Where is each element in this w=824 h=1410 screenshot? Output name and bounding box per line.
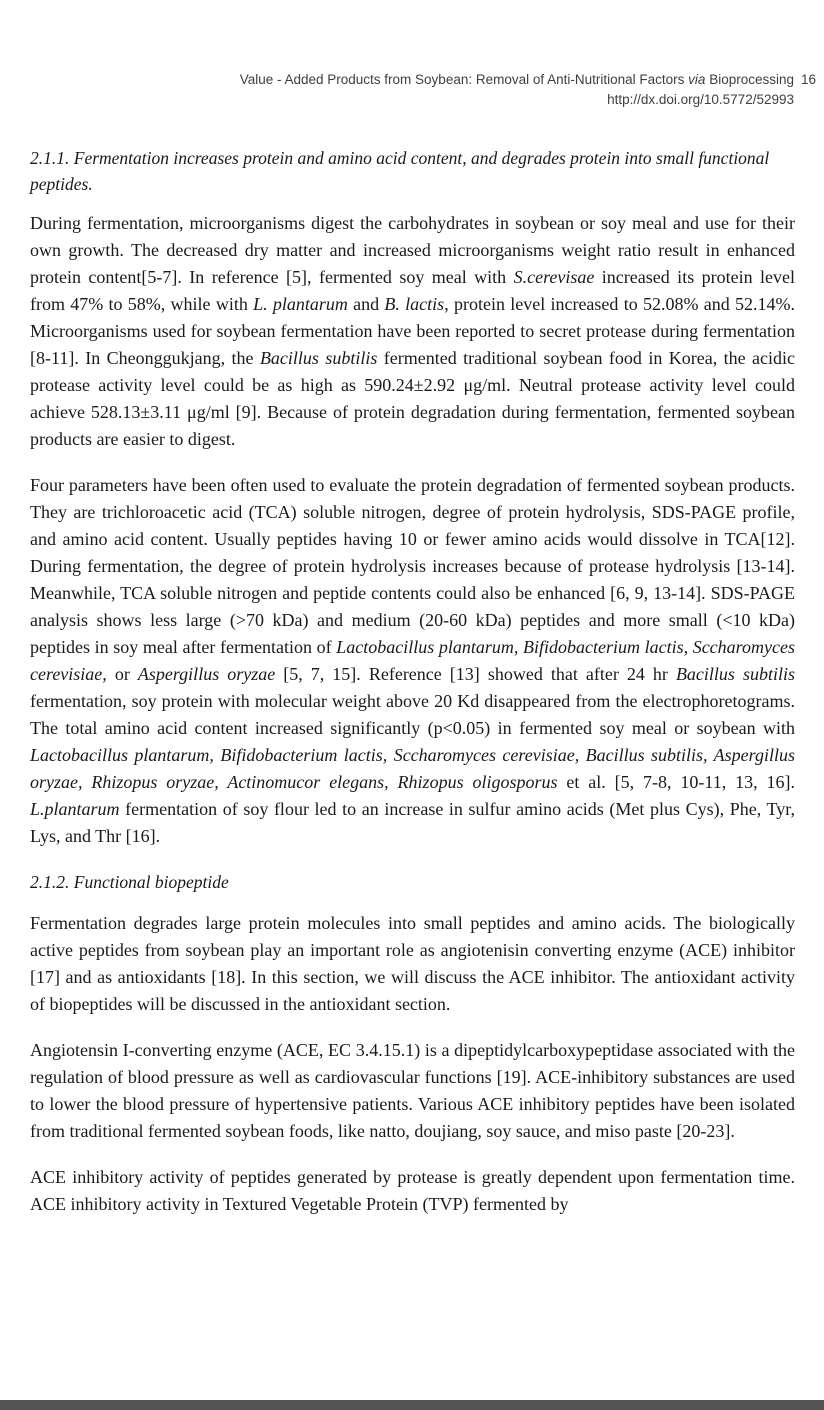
paragraph-ace-enzyme: Angiotensin I-converting enzyme (ACE, EC 3.4.15.1) is a dipeptidylcarboxypeptidase associated with the regulation of blood pressure as well as cardiovascular functions [19]. ACE-inhibitory substances are used to lower the blood pressure of hypertensive patients. Various ACE inhibitory peptides have been isolated from traditional fermented soybean foods, like natto, doujiang, soy sauce, and miso paste [20-23]. bbox=[30, 1040, 795, 1141]
doi-text: http://dx.doi.org/10.5772/52993 bbox=[607, 92, 794, 107]
paragraph-ace-inhibitory-activity: ACE inhibitory activity of peptides generated by protease is greatly dependent upon fermentation time. ACE inhibitory activity in Textured Vegetable Protein (TVP) fermented by bbox=[30, 1167, 795, 1214]
subsection-heading-2-1-1: 2.1.1. Fermentation increases protein and amino acid content, and degrades protein into small functional peptides. bbox=[30, 148, 770, 194]
bottom-bar bbox=[0, 1400, 824, 1410]
page-number: 16 bbox=[801, 72, 817, 87]
running-header bbox=[0, 70, 794, 110]
running-title: Value - Added Products from Soybean: Removal of Anti-Nutritional Factors via Bioprocessing bbox=[239, 72, 794, 87]
paragraph-functional-biopeptide-intro: Fermentation degrades large protein molecules into small peptides and amino acids. The biologically active peptides from soybean play an important role as angiotenisin converting enzyme (ACE) inhibitor [17] and as antioxidants [18]. In this section, we will discuss the ACE inhibitor. The antioxidant activity of biopeptides will be discussed in the antioxidant section. bbox=[30, 913, 795, 1014]
subsection-heading-2-1-2: 2.1.2. Functional biopeptide bbox=[30, 872, 229, 892]
body-text-column bbox=[30, 145, 795, 1237]
paragraph-fermentation-protein: During fermentation, microorganisms digest the carbohydrates in soybean or soy meal and use for their own growth. The decreased dry matter and increased microorganisms weight ratio result in enhanced protein content[5-7]. In reference [5], fermented soy meal with S.cerevisae increased its protein level from 47% to 58%, while with L. plantarum and B. lactis, protein level increased to 52.08% and 52.14%. Microorganisms used for soybean fermentation have been reported to secret protease during fermentation [8-11]. In Cheonggukjang, the Bacillus subtilis fermented traditional soybean food in Korea, the acidic protease activity level could be as high as 590.24±2.92 μg/ml. Neutral protease activity level could achieve 528.13±3.11 μg/ml [9]. Because of protein degradation during fermentation, fermented soybean products are easier to digest. bbox=[30, 213, 795, 449]
paragraph-four-parameters: Four parameters have been often used to evaluate the protein degradation of fermented soybean products. They are trichloroacetic acid (TCA) soluble nitrogen, degree of protein hydrolysis, SDS-PAGE profile, and amino acid content. Usually peptides having 10 or fewer amino acids would dissolve in TCA[12]. During fermentation, the degree of protein hydrolysis increases because of protease hydrolysis [13-14]. Meanwhile, TCA soluble nitrogen and peptide contents could also be enhanced [6, 9, 13-14]. SDS-PAGE analysis shows less large (>70 kDa) and medium (20-60 kDa) peptides and more small (<10 kDa) peptides in soy meal after fermentation of Lactobacillus plantarum, Bifidobacterium lactis, Sccharomyces cerevisiae, or Aspergillus oryzae [5, 7, 15]. Reference [13] showed that after 24 hr Bacillus subtilis fermentation, soy protein with molecular weight above 20 Kd disappeared from the electrophoretograms. The total amino acid content increased significantly (p<0.05) in fermented soy meal or soybean with Lactobacillus plantarum, Bifidobacterium lactis, Sccharomyces cerevisiae, Bacillus subtilis, Aspergillus oryzae, Rhizopus oryzae, Actinomucor elegans, Rhizopus oligosporus et al. [5, 7-8, 10-11, 13, 16]. L.plantarum fermentation of soy flour led to an increase in sulfur amino acids (Met plus Cys), Phe, Tyr, Lys, and Thr [16]. bbox=[30, 475, 795, 846]
